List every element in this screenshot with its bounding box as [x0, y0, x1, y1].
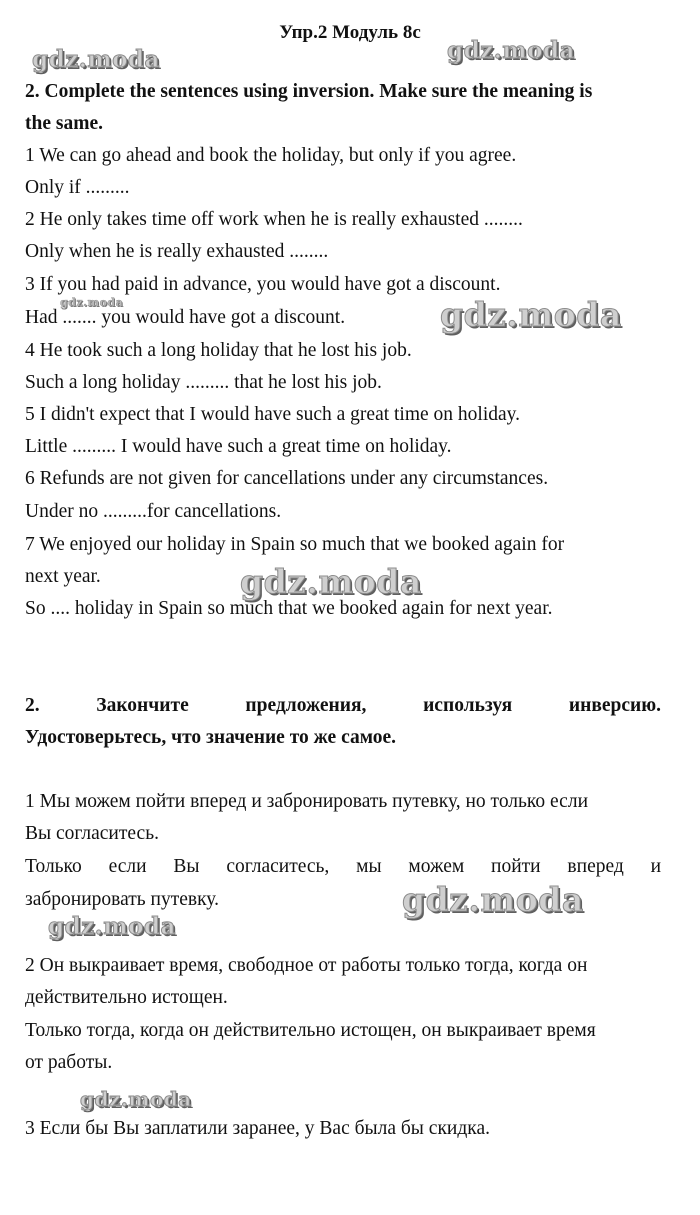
english-line: 6 Refunds are not given for cancellations under any circumstances. — [25, 468, 549, 489]
page-title: Упр.2 Модуль 8с — [279, 22, 421, 43]
english-task-line-1: 2. Complete the sentences using inversion. Make sure the meaning is — [25, 81, 593, 102]
watermark: gdz.moda — [447, 37, 575, 64]
english-line: 3 If you had paid in advance, you would have got a discount. — [25, 274, 501, 295]
english-line: 5 I didn't expect that I would have such a great time on holiday. — [25, 404, 521, 425]
english-line: next year. — [25, 566, 101, 587]
english-task-line-2: the same. — [25, 113, 103, 134]
russian-item-2-line-1: 2 Он выкраивает время, свободное от работы только тогда, когда он — [25, 955, 588, 976]
english-line: Under no .........for cancellations. — [25, 501, 282, 522]
word: вперед — [567, 856, 624, 877]
watermark: gdz.moda — [80, 1087, 192, 1111]
english-line: Had ....... you would have got a discount. — [25, 307, 346, 328]
watermark: gdz.moda — [48, 913, 176, 940]
russian-item-1-answer-line-1 — [25, 855, 661, 879]
english-line: 2 He only takes time off work when he is really exhausted ........ — [25, 209, 523, 230]
word: используя — [423, 695, 513, 716]
russian-item-2-answer-line-2: от работы. — [25, 1052, 113, 1073]
word: можем — [408, 856, 465, 877]
word: Вы — [173, 856, 200, 877]
english-line: So .... holiday in Spain so much that we booked again for next year. — [25, 598, 553, 619]
word: 2. — [25, 695, 40, 716]
russian-item-3-line-1: 3 Если бы Вы заплатили заранее, у Вас была бы скидка. — [25, 1118, 490, 1139]
word: согласитесь, — [226, 856, 330, 877]
watermark: gdz.moda — [440, 295, 622, 334]
word: Только — [25, 856, 82, 877]
english-line: Such a long holiday ......... that he lost his job. — [25, 372, 382, 393]
russian-item-2-line-2: действительно истощен. — [25, 987, 228, 1008]
english-line: 1 We can go ahead and book the holiday, but only if you agree. — [25, 145, 517, 166]
english-line: Only if ......... — [25, 177, 130, 198]
word: Закончите — [96, 695, 189, 716]
russian-task-line-1 — [25, 694, 661, 718]
word: предложения, — [245, 695, 367, 716]
word: пойти — [491, 856, 541, 877]
word: инверсию. — [568, 695, 662, 716]
english-line: Only when he is really exhausted ........ — [25, 241, 329, 262]
word: если — [108, 856, 147, 877]
word: и — [650, 856, 662, 877]
english-line: Little ......... I would have such a great time on holiday. — [25, 436, 452, 457]
russian-item-1-line-2: Вы согласитесь. — [25, 823, 159, 844]
watermark: gdz.moda — [32, 46, 160, 73]
russian-item-1-line-1: 1 Мы можем пойти вперед и забронировать путевку, но только если — [25, 791, 589, 812]
english-line: 7 We enjoyed our holiday in Spain so much that we booked again for — [25, 534, 565, 555]
russian-item-1-answer-line-2: забронировать путевку. — [25, 889, 219, 910]
russian-item-2-answer-line-1: Только тогда, когда он действительно истощен, он выкраивает время — [25, 1020, 596, 1041]
watermark: gdz.moda — [240, 562, 422, 601]
watermark: gdz.moda — [60, 296, 124, 309]
english-line: 4 He took such a long holiday that he lost his job. — [25, 340, 412, 361]
word: мы — [356, 856, 382, 877]
russian-task-line-2: Удостоверьтесь, что значение то же самое. — [25, 727, 397, 748]
watermark: gdz.moda — [402, 880, 584, 919]
